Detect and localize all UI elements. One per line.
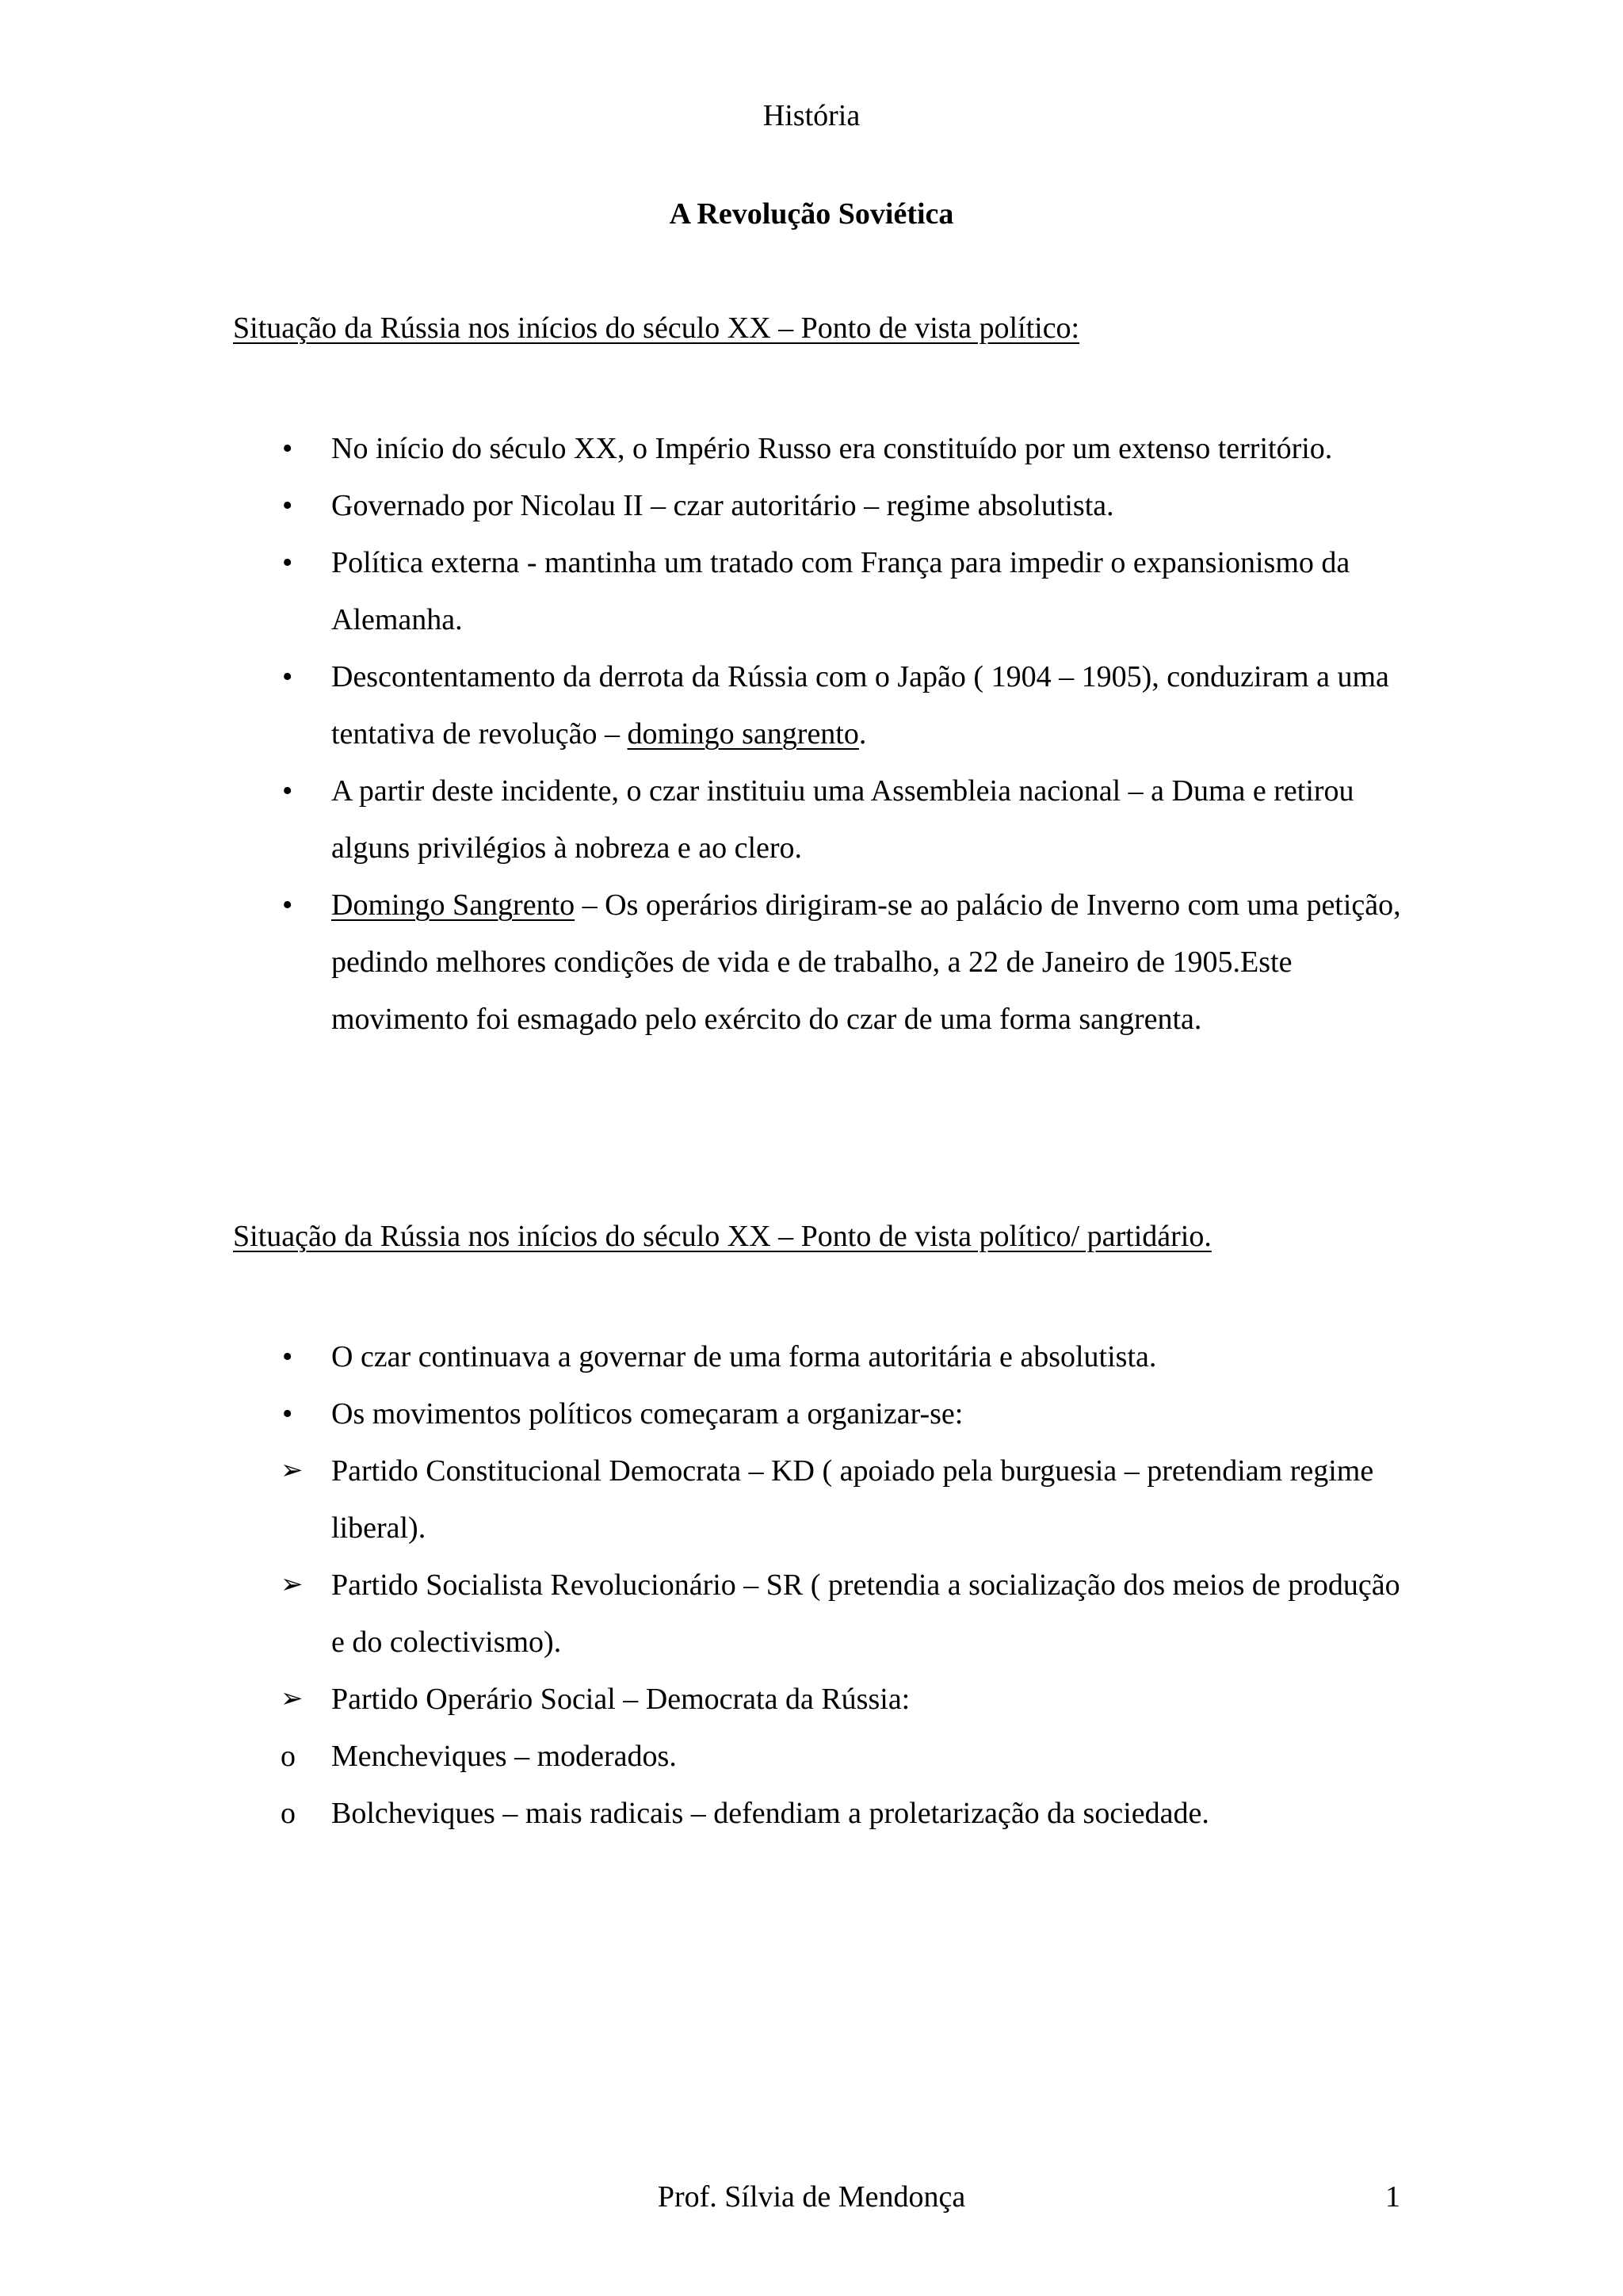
bullet-marker: • (282, 1397, 293, 1431)
list-item-text: A partir deste incidente, o czar instituiu uma Assembleia nacional – a Duma e retirou alguns privilégios à nobreza e ao clero. (331, 774, 1354, 865)
list-item-text: – Os operários dirigiram-se ao palácio de Inverno com uma petição, pedindo melhores condições de vida e de trabalho, a 22 de Janeiro de 1905.Este movimento foi esmagado pelo exército do czar de uma forma sangrenta. (331, 888, 1401, 1036)
list-item-text: Partido Constitucional Democrata – KD ( apoiado pela burguesia – pretendiam regime liberal). (331, 1454, 1374, 1545)
list-item-text: O czar continuava a governar de uma forma autoritária e absolutista. (331, 1340, 1157, 1373)
list-item (0, 877, 1401, 1048)
document-title: A Revolução Soviética (669, 197, 954, 231)
bullet-marker: • (282, 774, 293, 808)
page-number: 1 (1385, 2180, 1400, 2214)
arrow-marker-icon: ➢ (281, 1456, 304, 1485)
circle-marker: o (281, 1740, 296, 1773)
list-item-text: Governado por Nicolau II – czar autoritário – regime absolutista. (331, 489, 1114, 522)
list-item (0, 1385, 1401, 1442)
list-item-text: . (858, 717, 867, 751)
list-item-text: No início do século XX, o Império Russo era constituído por um extenso território. (331, 432, 1333, 465)
list-item-text: Os movimentos políticos começaram a organizar-se: (331, 1397, 964, 1431)
list-item-text: Mencheviques – moderados. (331, 1740, 677, 1773)
underlined-term: domingo sangrento (627, 717, 859, 751)
list-item (0, 1671, 1401, 1728)
list-item (0, 762, 1401, 877)
circle-marker: o (281, 1797, 296, 1830)
list-item-text: Partido Operário Social – Democrata da Rússia: (331, 1683, 911, 1716)
list-item (0, 1442, 1401, 1557)
list-item (0, 648, 1401, 762)
list-item-text: Partido Socialista Revolucionário – SR ( pretendia a socialização dos meios de produção e do colectivismo). (331, 1568, 1400, 1659)
section-heading-political-party: Situação da Rússia nos inícios do século XX – Ponto de vista político/ partidário. (233, 1220, 1212, 1253)
list-item (0, 477, 1401, 534)
list-item (0, 420, 1401, 477)
underlined-term: Domingo Sangrento (331, 888, 575, 922)
list-item (0, 1728, 1401, 1785)
list-item (0, 534, 1401, 648)
list-item-text: Bolcheviques – mais radicais – defendiam a proletarização da sociedade. (331, 1797, 1209, 1830)
bullet-marker: • (282, 660, 293, 693)
list-item-text: Política externa - mantinha um tratado com França para impedir o expansionismo da Alemanha. (331, 546, 1350, 636)
section-heading-political: Situação da Rússia nos inícios do século XX – Ponto de vista político: (233, 311, 1080, 345)
political-situation-list (0, 420, 1623, 1048)
bullet-marker: • (282, 432, 293, 465)
bullet-marker: • (282, 489, 293, 522)
footer-author: Prof. Sílvia de Mendonça (657, 2180, 966, 2214)
arrow-marker-icon: ➢ (281, 1684, 304, 1713)
subject-header: História (762, 99, 861, 132)
bullet-marker: • (282, 546, 293, 579)
list-item (0, 1785, 1401, 1842)
list-item-text: Descontentamento da derrota da Rússia com o Japão ( 1904 – 1905), conduziram a uma tentativa de revolução – (331, 660, 1389, 751)
bullet-marker: • (282, 888, 293, 922)
bullet-marker: • (282, 1340, 293, 1373)
list-item (0, 1557, 1401, 1671)
arrow-marker-icon: ➢ (281, 1570, 304, 1599)
list-item (0, 1328, 1401, 1385)
party-situation-list (0, 1328, 1623, 1842)
